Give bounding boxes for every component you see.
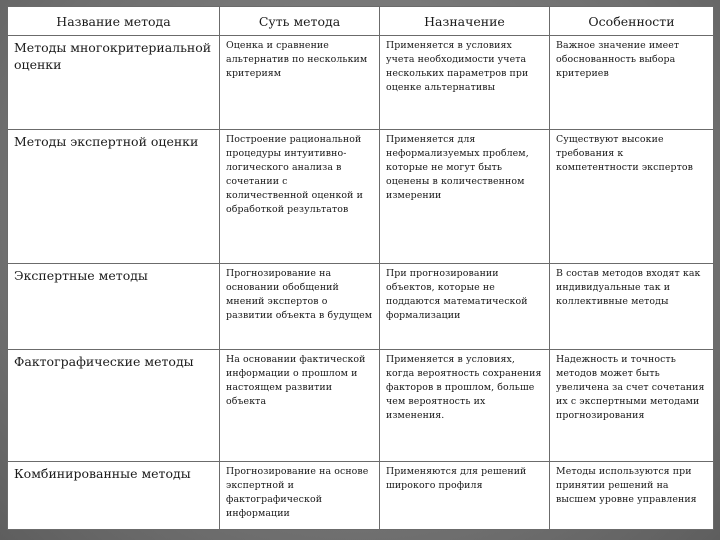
method-name-cell: Комбинированные методы bbox=[8, 461, 220, 529]
header-features: Особенности bbox=[550, 7, 714, 36]
method-name-cell: Фактографические методы bbox=[8, 350, 220, 461]
purpose-cell: Применяется в условиях, когда вероятность сохранения факторов в прошлом, больше чем вероятность их изменения. bbox=[380, 350, 550, 461]
methods-table bbox=[7, 6, 714, 530]
table-row bbox=[8, 461, 714, 529]
essence-cell: Прогнозирование на основе экспертной и фактографической информации bbox=[220, 461, 380, 529]
purpose-cell: Применяется в условиях учета необходимости учета нескольких параметров при оценке альтернативы bbox=[380, 36, 550, 130]
table-header-row bbox=[8, 7, 714, 36]
features-cell: Существуют высокие требования к компетентности экспертов bbox=[550, 130, 714, 264]
header-essence: Суть метода bbox=[220, 7, 380, 36]
table-row bbox=[8, 130, 714, 264]
features-cell: Методы используются при принятии решений на высшем уровне управления bbox=[550, 461, 714, 529]
essence-cell: Прогнозирование на основании обобщений мнений экспертов о развитии объекта в будущем bbox=[220, 263, 380, 349]
table-row bbox=[8, 36, 714, 130]
essence-cell: Построение рациональной процедуры интуитивно-логического анализа в сочетании с количественной оценкой и обработкой результатов bbox=[220, 130, 380, 264]
purpose-cell: Применяется для неформализуемых проблем, которые не могут быть оценены в количественном измерении bbox=[380, 130, 550, 264]
purpose-cell: При прогнозировании объектов, которые не поддаются математической формализации bbox=[380, 263, 550, 349]
features-cell: Надежность и точность методов может быть увеличена за счет сочетания их с экспертными методами прогнозирования bbox=[550, 350, 714, 461]
header-method-name: Название метода bbox=[8, 7, 220, 36]
method-name-cell: Экспертные методы bbox=[8, 263, 220, 349]
method-name-cell: Методы многокритериальной оценки bbox=[8, 36, 220, 130]
features-cell: В состав методов входят как индивидуальные так и коллективные методы bbox=[550, 263, 714, 349]
table-row bbox=[8, 350, 714, 461]
features-cell: Важное значение имеет обоснованность выбора критериев bbox=[550, 36, 714, 130]
purpose-cell: Применяются для решений широкого профиля bbox=[380, 461, 550, 529]
essence-cell: На основании фактической информации о прошлом и настоящем развитии объекта bbox=[220, 350, 380, 461]
method-name-cell: Методы экспертной оценки bbox=[8, 130, 220, 264]
header-purpose: Назначение bbox=[380, 7, 550, 36]
table-row bbox=[8, 263, 714, 349]
essence-cell: Оценка и сравнение альтернатив по нескольким критериям bbox=[220, 36, 380, 130]
